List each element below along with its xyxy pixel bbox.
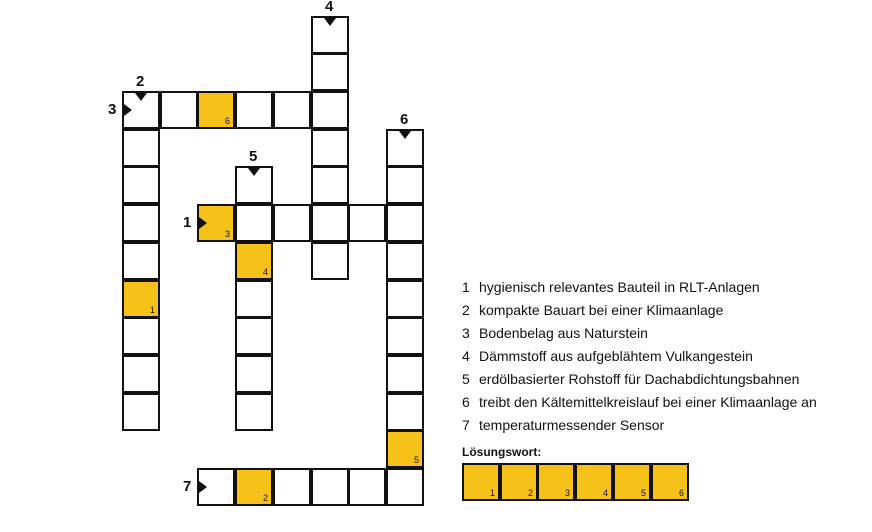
solution-marker: 3 (224, 229, 230, 239)
down-clue-number: 2 (136, 73, 145, 90)
crossword-cell-highlighted[interactable] (235, 468, 273, 506)
clue-list (462, 276, 817, 437)
crossword-cell[interactable] (311, 204, 349, 242)
crossword-cell[interactable] (386, 204, 424, 242)
down-arrow-icon (324, 18, 336, 26)
solution-cell-number: 4 (602, 488, 608, 498)
down-arrow-icon (399, 131, 411, 139)
across-clue-number: 3 (108, 101, 117, 118)
crossword-cell[interactable] (273, 468, 311, 506)
crossword-cell[interactable] (348, 204, 386, 242)
crossword-cell-highlighted[interactable] (197, 91, 235, 129)
crossword-cell[interactable] (311, 91, 349, 129)
clue-text: Dämmstoff aus aufgeblähtem Vulkangestein (479, 348, 753, 364)
clue-number: 1 (462, 279, 470, 295)
crossword-cell[interactable] (386, 355, 424, 393)
crossword-cell[interactable] (235, 280, 273, 318)
crossword-cell[interactable] (348, 468, 386, 506)
crossword-cell[interactable] (122, 393, 160, 431)
crossword-cell[interactable] (160, 91, 198, 129)
crossword-cell[interactable] (235, 355, 273, 393)
solution-cell-number: 1 (489, 488, 495, 498)
crossword-cell[interactable] (386, 166, 424, 204)
solution-marker: 1 (149, 305, 155, 315)
crossword-cell[interactable] (122, 317, 160, 355)
clue-number: 6 (462, 394, 470, 410)
crossword-cell[interactable] (386, 280, 424, 318)
crossword-cell[interactable] (273, 204, 311, 242)
solution-label: Lösungswort: (462, 445, 542, 459)
clue-number: 4 (462, 348, 470, 364)
clue-text: erdölbasierter Rohstoff für Dachabdichtungsbahnen (479, 371, 800, 387)
crossword-cell[interactable] (311, 129, 349, 167)
solution-cell[interactable] (462, 463, 500, 501)
crossword-cell[interactable] (311, 53, 349, 91)
down-arrow-icon (135, 93, 147, 101)
clue-item (462, 345, 817, 368)
crossword-cell[interactable] (311, 468, 349, 506)
clue-text: temperaturmessender Sensor (479, 417, 665, 433)
crossword-cell[interactable] (386, 242, 424, 280)
across-arrow-icon (199, 481, 207, 493)
solution-cell[interactable] (613, 463, 651, 501)
across-arrow-icon (199, 217, 207, 229)
clue-text: treibt den Kältemittelkreislauf bei einer Klimaanlage an (479, 394, 817, 410)
down-arrow-icon (248, 168, 260, 176)
solution-cell[interactable] (651, 463, 689, 501)
clue-text: kompakte Bauart bei einer Klimaanlage (479, 302, 724, 318)
across-clue-number: 1 (183, 214, 192, 231)
solution-marker: 2 (262, 493, 268, 503)
crossword-cell[interactable] (122, 129, 160, 167)
crossword-cell[interactable] (311, 242, 349, 280)
crossword-cell[interactable] (122, 242, 160, 280)
crossword-cell[interactable] (386, 393, 424, 431)
solution-cell[interactable] (575, 463, 613, 501)
crossword-cell-highlighted[interactable] (235, 242, 273, 280)
clue-item (462, 391, 817, 414)
crossword-cell[interactable] (122, 204, 160, 242)
solution-cell-number: 2 (527, 488, 533, 498)
solution-marker: 4 (262, 267, 268, 277)
down-clue-number: 5 (249, 148, 258, 165)
clue-item (462, 276, 817, 299)
clue-number: 3 (462, 325, 470, 341)
solution-cell[interactable] (537, 463, 575, 501)
across-arrow-icon (124, 104, 132, 116)
crossword-cell[interactable] (235, 393, 273, 431)
solution-marker: 6 (224, 116, 230, 126)
solution-cell-number: 6 (678, 488, 684, 498)
crossword-cell[interactable] (235, 204, 273, 242)
down-clue-number: 4 (325, 0, 334, 15)
solution-cell-number: 3 (564, 488, 570, 498)
solution-cell[interactable] (500, 463, 538, 501)
crossword-cell[interactable] (122, 355, 160, 393)
clue-number: 7 (462, 417, 470, 433)
crossword-cell-highlighted[interactable] (386, 430, 424, 468)
clue-number: 5 (462, 371, 470, 387)
clue-text: Bodenbelag aus Naturstein (479, 325, 648, 341)
crossword-cell[interactable] (235, 91, 273, 129)
clue-number: 2 (462, 302, 470, 318)
crossword-cell[interactable] (235, 317, 273, 355)
clue-item (462, 299, 817, 322)
clue-item (462, 322, 817, 345)
crossword-cell[interactable] (273, 91, 311, 129)
crossword-cell[interactable] (386, 468, 424, 506)
clue-text: hygienisch relevantes Bauteil in RLT-Anlagen (479, 279, 760, 295)
across-clue-number: 7 (183, 478, 192, 495)
down-clue-number: 6 (400, 111, 409, 128)
crossword-cell[interactable] (311, 166, 349, 204)
solution-marker: 5 (413, 455, 419, 465)
clue-item (462, 414, 817, 437)
clue-item (462, 368, 817, 391)
crossword-cell[interactable] (122, 166, 160, 204)
solution-cell-number: 5 (640, 488, 646, 498)
crossword-cell[interactable] (386, 317, 424, 355)
crossword-cell-highlighted[interactable] (122, 280, 160, 318)
